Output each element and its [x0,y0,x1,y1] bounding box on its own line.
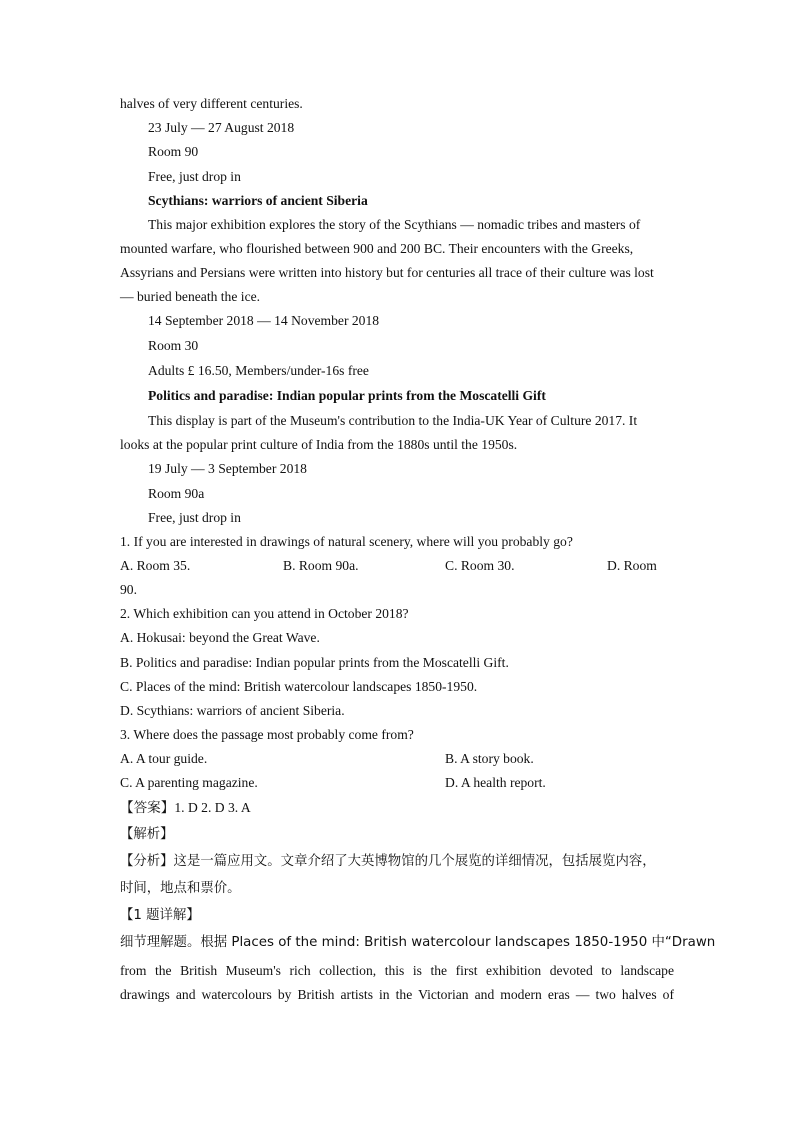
question-3-option-a: A. A tour guide. [120,751,208,766]
exhibit1-dates: 23 July — 27 August 2018 [148,120,295,135]
question-2-stem: 2. Which exhibition can you attend in October 2018? [120,606,409,621]
exhibit1-price: Free, just drop in [148,169,241,184]
exhibit2-text-line: This major exhibition explores the story of the Scythians — nomadic tribes and masters of [148,217,641,232]
exhibit1-room: Room 90 [148,144,199,159]
exhibit2-title: Scythians: warriors of ancient Siberia [148,193,368,208]
q1-detail-line: drawings and watercolours by British artists in the Victorian and modern eras — two halves of [120,987,674,1002]
question-1-option-d-cont: 90. [120,582,137,597]
exhibit3-dates: 19 July — 3 September 2018 [148,461,307,476]
question-3-option-b: B. A story book. [445,751,534,766]
exhibit2-room: Room 30 [148,338,199,353]
q1-detail-line: 细节理解题。根据 Places of the mind: British watercolour landscapes 1850-1950 中“Drawn [120,935,716,950]
intro-tail: halves of very different centuries. [120,96,303,111]
exhibit2-dates: 14 September 2018 — 14 November 2018 [148,313,380,328]
answer-label: 【答案】 [120,800,175,816]
exhibit3-price: Free, just drop in [148,510,241,525]
answer-line [120,799,251,817]
question-2-option-b: B. Politics and paradise: Indian popular prints from the Moscatelli Gift. [120,655,509,670]
q1-detail-line: from the British Museum's rich collection, this is the first exhibition devoted to landscape [120,963,674,978]
analysis-summary-line: 【分析】这是一篇应用文。文章介绍了大英博物馆的几个展览的详细情况，包括展览内容， [120,854,656,869]
analysis-label: 【解析】 [120,827,174,842]
question-2-option-a: A. Hokusai: beyond the Great Wave. [120,630,320,645]
question-1-option-d: D. Room [607,558,657,573]
analysis-summary-line: 时间，地点和票价。 [120,881,241,896]
question-3-stem: 3. Where does the passage most probably come from? [120,727,414,742]
exhibit2-text-line: Assyrians and Persians were written into history but for centuries all trace of their culture was lost [120,265,654,280]
question-1-option-c: C. Room 30. [445,558,515,573]
question-2-option-d: D. Scythians: warriors of ancient Siberia. [120,703,345,718]
exhibit2-text-line: mounted warfare, who flourished between 900 and 200 BC. Their encounters with the Greeks, [120,241,634,256]
exhibit3-title: Politics and paradise: Indian popular prints from the Moscatelli Gift [148,388,546,403]
exhibit3-text-line: looks at the popular print culture of India from the 1880s until the 1950s. [120,437,518,452]
exhibit3-room: Room 90a [148,486,205,501]
answer-values: 1. D 2. D 3. A [174,800,251,815]
question-3-option-c: C. A parenting magazine. [120,775,258,790]
q1-detail-label: 【1 题详解】 [120,908,200,923]
question-1-option-a: A. Room 35. [120,558,191,573]
exhibit3-text-line: This display is part of the Museum's contribution to the India-UK Year of Culture 2017. It [148,413,638,428]
question-3-option-d: D. A health report. [445,775,546,790]
question-1-stem: 1. If you are interested in drawings of natural scenery, where will you probably go? [120,534,573,549]
exhibit2-text-line: — buried beneath the ice. [120,289,261,304]
question-1-option-b: B. Room 90a. [283,558,359,573]
question-2-option-c: C. Places of the mind: British watercolour landscapes 1850-1950. [120,679,478,694]
exhibit2-price: Adults £ 16.50, Members/under-16s free [148,363,369,378]
